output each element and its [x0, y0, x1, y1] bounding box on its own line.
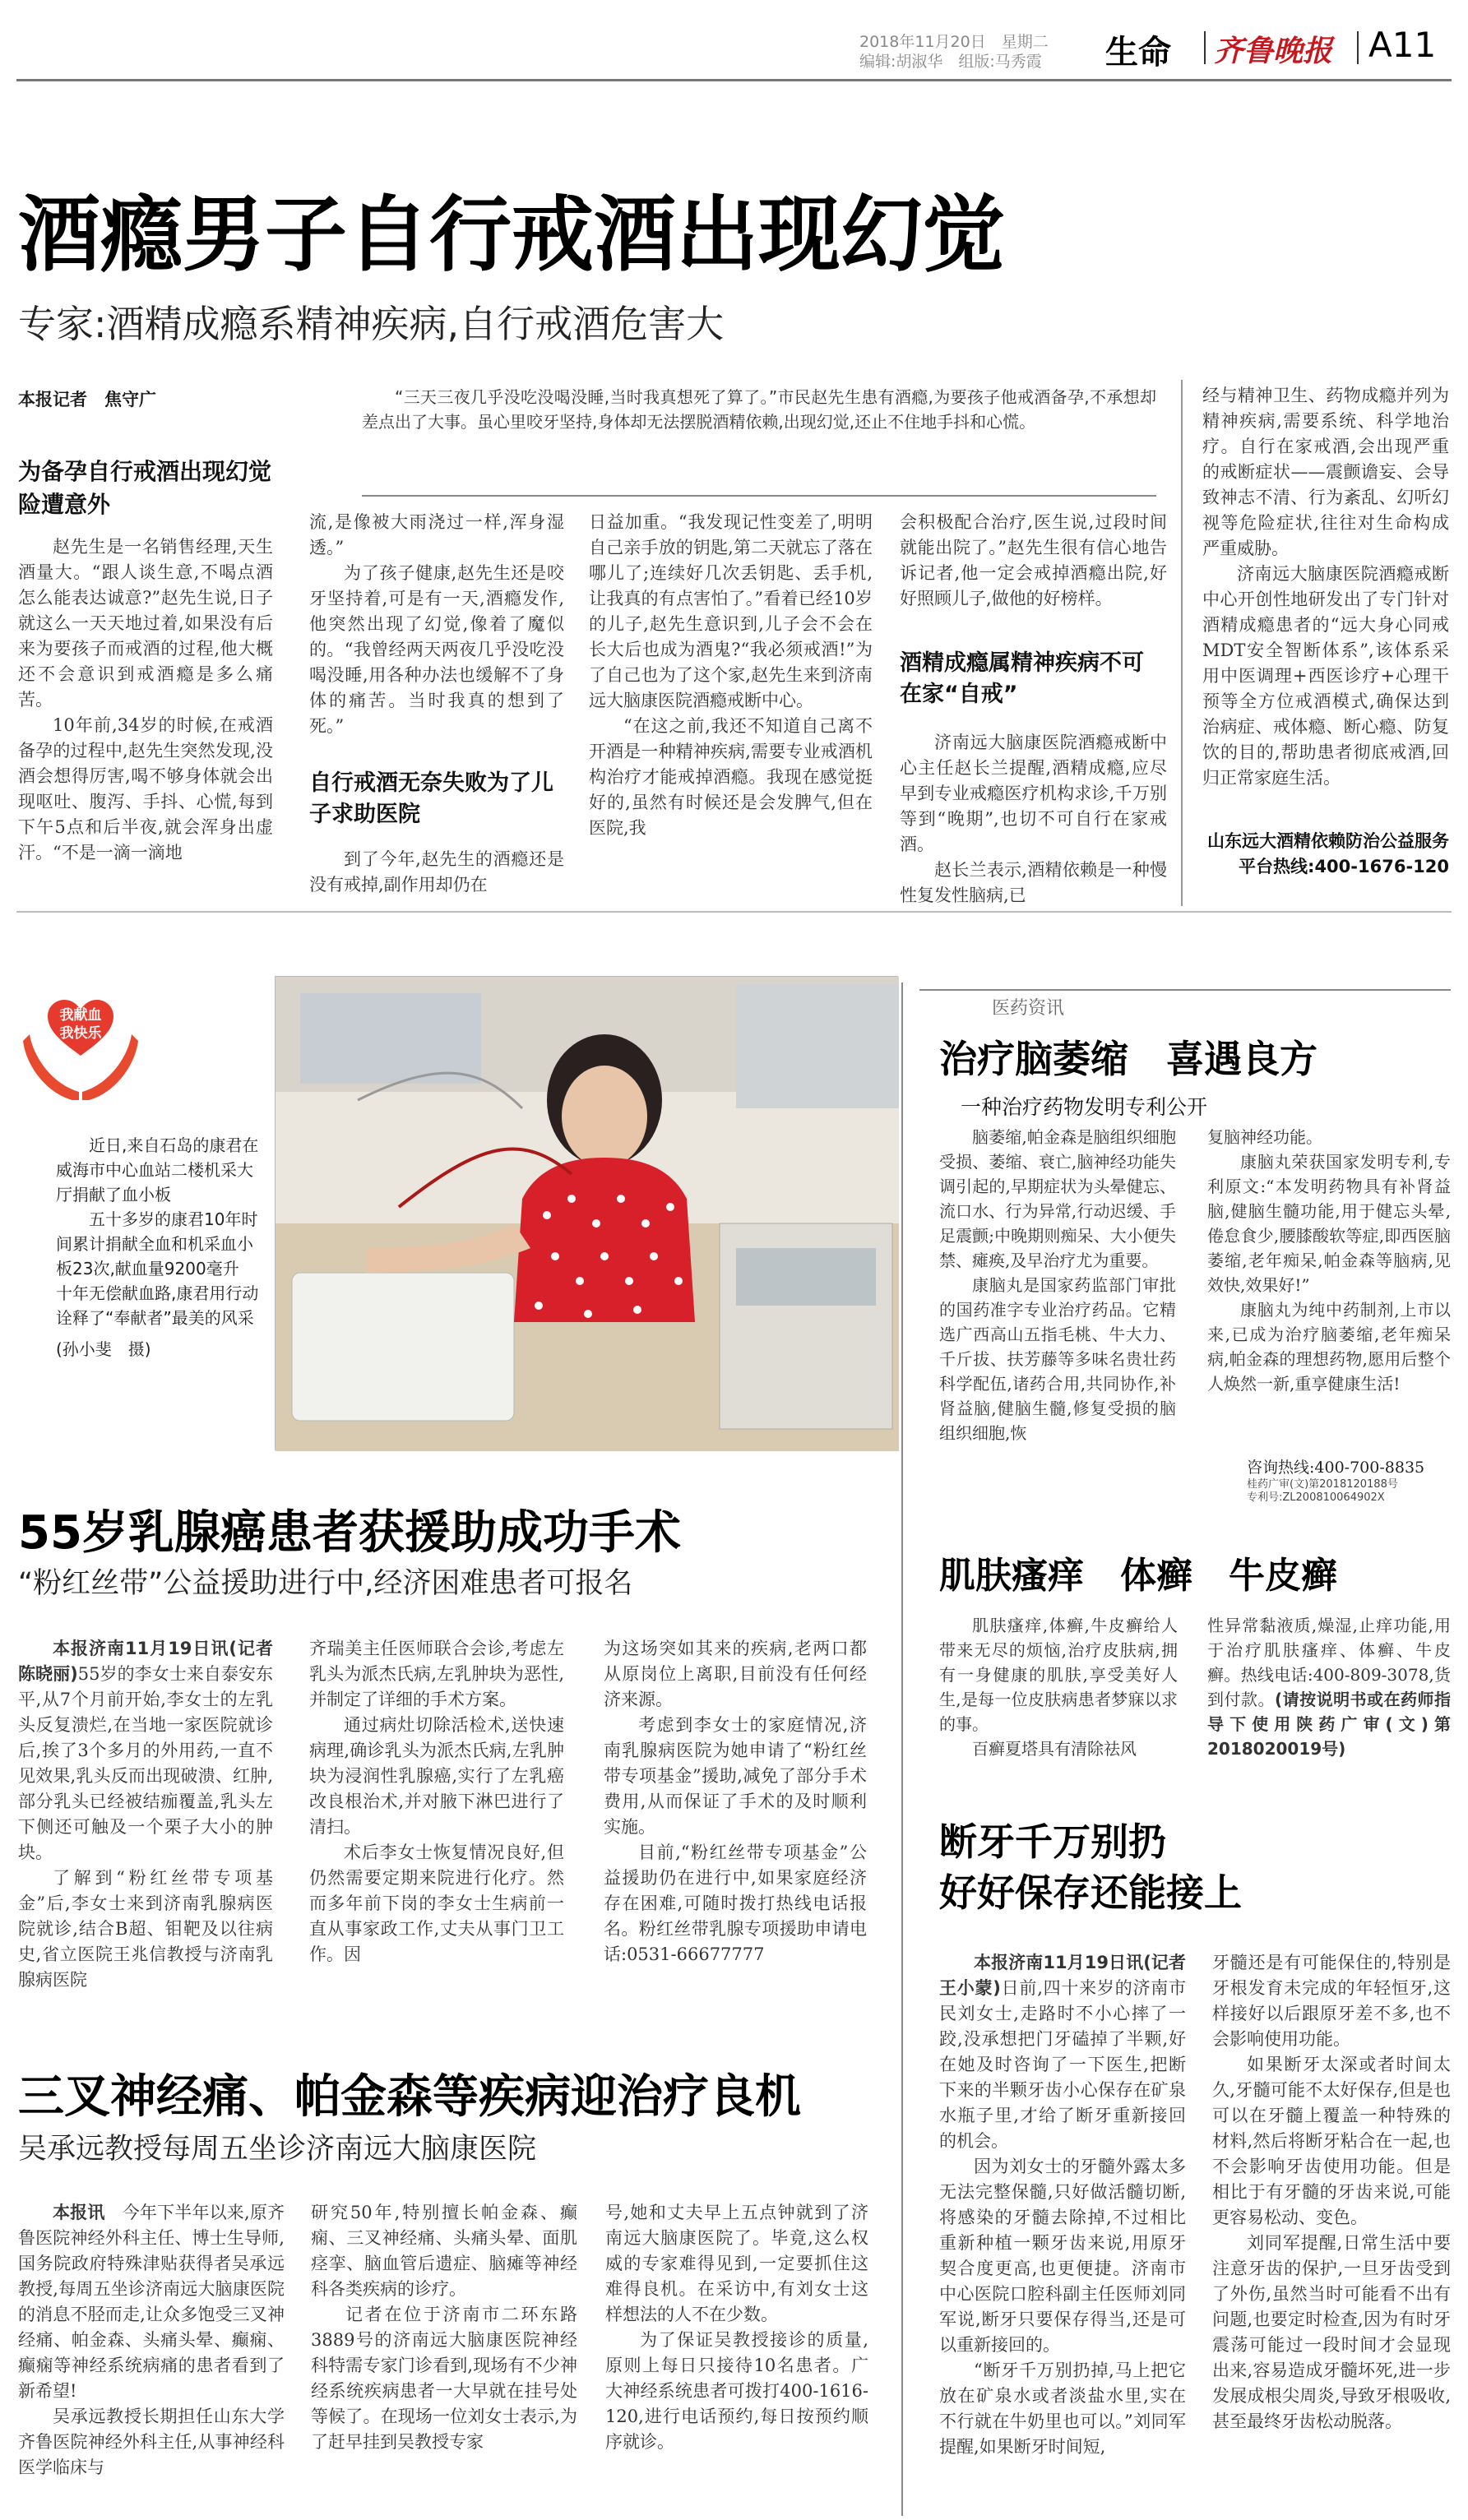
paragraph: 日益加重。“我发现记性变差了,明明自己亲手放的钥匙,第二天就忘了落在哪儿了;连续好几次丢钥匙、丢手机,让我真的有点害怕了。”看着已经10岁的儿子,赵先生意识到,儿子会不会在长大后也成为酒鬼?“我必须戒酒!”为了自己也为了这个家,赵先生来到济南远大脑康医院酒瘾戒断中心。 [589, 512, 873, 710]
skin-notice: (请按说明书或在药师指导下使用陕药广审(文)第2018020019号) [1207, 1690, 1452, 1759]
nerve-column-3 [605, 2200, 868, 2513]
paragraph: 赵长兰表示,酒精依赖是一种慢性复发性脑病,已 [900, 860, 1167, 905]
lead-reporter: 本报记者 焦守广 [18, 390, 156, 409]
lead-column-2a [309, 510, 564, 748]
paragraph: 会积极配合治疗,医生说,过段时间就能出院了。”赵先生很有信心地告诉记者,他一定会戒掉酒瘾出院,好好照顾儿子,做他的好榜样。 [900, 512, 1167, 608]
tooth-headline-line-1: 断牙千万别扔 [939, 1819, 1166, 1864]
nerve-byline: 本报讯 [53, 2203, 105, 2222]
paragraph: 康脑丸为纯中药制剂,上市以来,已成为治疗脑萎缩,老年痴呆病,帕金森的理想药物,愿用后整个人焕然一新,重享健康生活! [1207, 1300, 1451, 1394]
lead-sub3: 酒精成瘾属精神疾病不可在家“自戒” [900, 650, 1144, 707]
tooth-column-1 [939, 1950, 1203, 2511]
tooth-dateline: 本报济南11月19日讯(记者 王小蒙) [939, 1953, 1203, 1998]
lead-column-2b [309, 847, 564, 898]
lead-sub2: 自行戒酒无奈失败为了儿子求助医院 [309, 770, 553, 827]
lead-sub1: 为备孕自行戒酒出现幻觉险遭意外 [18, 458, 272, 518]
paragraph: 济南远大脑康医院酒瘾戒断中心开创性地研发出了专门针对酒精成瘾患者的“远大身心同戒MDT安全智断体系”,该体系采用中医调理+西医诊疗+心理干预等全方位戒酒模式,确保达到治病症、戒体瘾、断心瘾、防复饮的目的,帮助患者彻底戒酒,回归正常家庭生活。 [1202, 564, 1449, 788]
caption-paragraph: 五十多岁的康君10年时间累计捐献全血和机采血小板23次,献血量9200毫升 十年无偿献血路,康君用行动诠释了“奉献者”最美的风采 [56, 1209, 259, 1328]
paragraph: 百癣夏塔具有清除祛风 [972, 1739, 1137, 1759]
blood-caption [56, 1133, 260, 1362]
paragraph: 如果断牙太深或者时间太久,牙髓可能不太好保存,但是也可以在牙髓上覆盖一种特殊的材料,然后将断牙粘合在一起,也不会影响牙齿使用功能。但是相比于有牙髓的牙齿来说,可能更容易松动、变色。 [1212, 2055, 1451, 2227]
photo-credit: (孙小斐 摄) [56, 1339, 151, 1359]
nerve-headline: 三叉神经痛、帕金森等疾病迎治疗良机 [18, 2070, 801, 2124]
brand-logo: 齐鲁晚报 [1214, 34, 1333, 68]
skin-column-2 [1207, 1613, 1451, 1761]
brain-headline: 治疗脑萎缩 喜遇良方 [939, 1037, 1317, 1081]
paragraph: 康脑丸荣获国家发明专利,专利原文:“本发明药物具有补肾益脑,健脑生髓功能,用于健忘头晕,倦怠食少,腰膝酸软等症,即西医脑萎缩,老年痴呆,帕金森等脑病,见效快,效果好!” [1207, 1152, 1451, 1295]
masthead-divider-2 [1357, 31, 1359, 64]
lead-intro-quote: “三天三夜几乎没吃没喝没睡,当时我真想死了算了。”市民赵先生患有酒瘾,为要孩子他戒酒备孕,不承想却差点出了大事。虽心里咬牙坚持,身体却无法摆脱酒精依赖,出现幻觉,还止不住地手抖和心慌。 [362, 387, 1156, 432]
paragraph: 赵先生是一名销售经理,天生酒量大。“跟人谈生意,不喝点酒怎么能表达诚意?”赵先生说,日子就这么一天天地过着,如果没有后来为要孩子而戒酒的过程,他大概还不会意识到戒酒瘾是多么痛苦。 [18, 537, 273, 710]
paragraph-text: 今年下半年以来,原齐鲁医院神经外科主任、博士生导师,国务院政府特殊津贴获得者吴承远教授,每周五坐诊济南远大脑康医院的消息不胫而走,让众多饱受三叉神经痛、帕金森、头痛头晕、癫痫、癫痫等神经系统病痛的患者看到了新希望! [18, 2203, 285, 2401]
paragraph: 到了今年,赵先生的酒瘾还是没有戒掉,副作用却仍在 [309, 849, 564, 895]
paragraph [939, 1950, 1203, 2154]
lead-column-4b [900, 730, 1167, 905]
paragraph: 因为刘女士的牙髓外露太多无法完整保髓,只好做活髓切断,将感染的牙髓去除掉,不过相比重新种植一颗牙齿来说,用原牙契合度更高,也更便捷。济南市中心医院口腔科副主任医师刘同军说,断牙只要保存得当,还是可以重新接回的。 [939, 2157, 1186, 2355]
masthead [0, 0, 1468, 79]
paragraph: 流,是像被大雨浇过一样,浑身湿透。” [309, 512, 564, 557]
paragraph: 号,她和丈夫早上五点钟就到了济南远大脑康医院了。毕竟,这么权威的专家难得见到,一定要抓住这难得良机。在采访中,有刘女士这样想法的人不在少数。 [605, 2203, 868, 2324]
skin-column-1 [939, 1613, 1178, 1761]
breast-subhead: “粉红丝带”公益援助进行中,经济困难患者可报名 [18, 1567, 633, 1600]
tooth-column-2 [1212, 1950, 1451, 2511]
paragraph [18, 2200, 285, 2404]
paragraph [1207, 1613, 1451, 1761]
paragraph: 术后李女士恢复情况良好,但仍然需要定期来院进行化疗。然而多年前下岗的李女士生病前一直从事家政工作,丈夫从事门卫工作。因 [309, 1843, 564, 1964]
breast-column-2 [309, 1636, 564, 2001]
medical-info-label-box [919, 989, 1451, 1017]
paragraph: 复脑神经功能。 [1207, 1127, 1322, 1147]
paragraph: 牙髓还是有可能保住的,特别是牙根发育未完成的年轻恒牙,这样接好以后跟原牙差不多,也不会影响使用功能。 [1212, 1953, 1451, 2049]
paragraph: 了解到“粉红丝带专项基金”后,李女士来到济南乳腺病医院就诊,结合B超、钼靶及以往病史,省立医院王兆信教授与济南乳腺病医院 [18, 1868, 273, 1990]
brain-approval-2: 专利号:ZL200810064902X [1247, 1491, 1385, 1504]
paragraph: “断牙千万别扔掉,马上把它放在矿泉水或者淡盐水里,实在不行就在牛奶里也可以。”刘同军提醒,如果断牙时间短, [939, 2360, 1186, 2457]
column-divider [1181, 380, 1183, 906]
blood-donation-photo [275, 976, 898, 1450]
lead-sponsor: 山东远大酒精依赖防治公益服务平台热线:400-1676-120 [1207, 831, 1449, 876]
section-name: 生命 [1105, 34, 1171, 72]
paragraph: 吴承远教授长期担任山东大学齐鲁医院神经外科主任,从事神经科医学临床与 [18, 2407, 285, 2477]
column-divider [901, 983, 903, 2516]
editor-line: 编辑:胡淑华 组版:马秀霞 [859, 53, 1042, 71]
section-rule [16, 911, 1452, 913]
paragraph: 记者在位于济南市二环东路3889号的济南远大脑康医院神经科特需专家门诊看到,现场有不少神经系统疾病患者一大早就在挂号处等候了。在现场一位刘女士表示,为了赶早挂到吴教授专家 [311, 2305, 577, 2452]
paragraph: 为了孩子健康,赵先生还是咬牙坚持着,可是有一天,酒瘾发作,他突然出现了幻觉,像着了魔似的。“我曾经两天两夜几乎没吃没喝没睡,用各种办法也缓解不了身体的痛苦。当时我真的想到了死。” [309, 563, 564, 736]
brain-column-2 [1207, 1125, 1451, 1455]
page-number: A11 [1368, 25, 1437, 65]
paragraph: 研究50年,特别擅长帕金森、癫痫、三叉神经痛、头痛头晕、面肌痉挛、脑血管后遗症、脑瘫等神经科各类疾病的诊疗。 [311, 2203, 577, 2299]
lead-column-5 [1202, 383, 1449, 827]
nerve-subhead: 吴承远教授每周五坐诊济南远大脑康医院 [18, 2133, 537, 2166]
lead-subhead: 专家:酒精成瘾系精神疾病,自行戒酒危害大 [18, 302, 725, 346]
paragraph: 目前,“粉红丝带专项基金”公益援助仍在进行中,如果家庭经济存在困难,可随时拨打热线电话报名。粉红丝带乳腺专项援助申请电话:0531-66677777 [604, 1843, 867, 1964]
donor-photo-illustration [276, 977, 899, 1451]
paragraph: 考虑到李女士的家庭情况,济南乳腺病医院为她申请了“粉红丝带专项基金”援助,减免了部分手术费用,从而保证了手术的及时顺利实施。 [604, 1715, 867, 1837]
masthead-rule [16, 79, 1452, 81]
breast-column-1 [18, 1636, 290, 2001]
paragraph: 齐瑞美主任医师联合会诊,考虑左乳头为派杰氏病,左乳肿块为恶性,并制定了详细的手术方案。 [309, 1639, 564, 1709]
paragraph: 为了保证吴教授接诊的质量,原则上每日只接待10名患者。广大神经系统患者可拨打400-1616-120,进行电话预约,每日按预约顺序就诊。 [605, 2330, 868, 2452]
paragraph: 刘同军提醒,日常生活中要注意牙齿的保护,一旦牙齿受到了外伤,虽然当时可能看不出有问题,也要定时检查,因为有时牙震荡可能过一段时间才会显现出来,容易造成牙髓坏死,进一步发展成根尖周炎,导致牙根吸收,甚至最终牙齿松动脱落。 [1212, 2233, 1451, 2431]
breast-headline: 55岁乳腺癌患者获援助成功手术 [18, 1506, 681, 1560]
breast-dateline: 本报济南11月19日讯(记者 陈晓丽) [18, 1639, 290, 1684]
paragraph-text: 性异常黏液质,燥湿,止痒功能,用于治疗肌肤瘙痒、体癣、牛皮癣。热线电话:400-809-3078,货到付款。 [1207, 1616, 1451, 1709]
brain-subhead: 一种治疗药物发明专利公开 [961, 1095, 1208, 1119]
nerve-column-2 [311, 2200, 577, 2513]
paragraph [18, 1636, 290, 1866]
nerve-column-1 [18, 2200, 285, 2513]
paragraph: “在这之前,我还不知道自己离不开酒是一种精神疾病,需要专业戒酒机构治疗才能戒掉酒瘾。我现在感觉挺好的,虽然有时候还是会发脾气,但在医院,我 [589, 716, 873, 838]
heart-hands-icon [15, 977, 146, 1108]
paragraph: 通过病灶切除活检术,送快速病理,确诊乳头为派杰氏病,左乳肿块为浸润性乳腺癌,实行了左乳癌改良根治术,并对腋下淋巴进行了清扫。 [309, 1715, 564, 1837]
medical-info-label: 医药资讯 [985, 994, 1071, 1020]
blood-badge [15, 977, 146, 1108]
paragraph: 为这场突如其来的疾病,老两口都从原岗位上离职,目前没有任何经济来源。 [604, 1639, 867, 1709]
paragraph: 康脑丸是国家药监部门审批的国药准字专业治疗药品。它精选广西高山五指毛桃、牛大力、千斤拔、扶芳藤等多味名贵壮药科学配伍,诸药合用,共同协作,补肾益脑,健脑生髓,修复受损的脑组织细胞,恢 [939, 1275, 1176, 1443]
brain-column-1 [939, 1125, 1176, 1496]
paragraph: 经与精神卫生、药物成瘾并列为精神疾病,需要系统、科学地治疗。自行在家戒酒,会出现严重的戒断症状——震颤谵妄、会导致神志不清、行为紊乱、幻听幻视等危险症状,往往对生命构成严重威胁。 [1202, 386, 1449, 558]
date-line: 2018年11月20日 星期二 [859, 33, 1049, 51]
lead-headline: 酒瘾男子自行戒酒出现幻觉 [18, 187, 1005, 283]
masthead-divider [1204, 31, 1206, 64]
skin-headline: 肌肤瘙痒 体癣 牛皮癣 [939, 1555, 1337, 1597]
breast-column-3 [604, 1636, 867, 2001]
lead-column-4a [900, 510, 1167, 637]
paragraph: 脑萎缩,帕金森是脑组织细胞受损、萎缩、衰亡,脑神经功能失调引起的,早期症状为头晕健忘、流口水、行为异常,行动迟缓、手足震颤;中晚期则痴呆、大小便失禁、瘫痪,及早治疗尤为重要。 [939, 1127, 1176, 1270]
paragraph: 肌肤瘙痒,体癣,牛皮癣给人带来无尽的烦恼,治疗皮肤病,拥有一身健康的肌肤,享受美好人生,是每一位皮肤病患者梦寐以求的事。 [939, 1616, 1178, 1734]
paragraph-text: 日前,四十来岁的济南市民刘女士,走路时不小心摔了一跤,没承想把门牙磕掉了半颗,好在她及时咨询了一下医生,把断下来的半颗牙齿小心保存在矿泉水瓶子里,才给了断牙重新接回的机会。 [939, 1978, 1186, 2151]
lead-column-1 [18, 534, 273, 890]
paragraph: 10年前,34岁的时候,在戒酒备孕的过程中,赵先生突然发现,没酒会想得厉害,喝不够身体就会出现呕吐、腹泻、手抖、心慌,每到下午5点和后半夜,就会浑身出虚汗。“不是一滴一滴地 [18, 715, 273, 862]
badge-line-2: 我快乐 [59, 1025, 102, 1042]
paragraph-text: 55岁的李女士来自泰安东平,从7个月前开始,李女士的左乳头反复溃烂,在当地一家医院就诊后,挨了3个多月的外用药,一直不见效果,乳头反而出现破溃、红肿,部分乳头已经被结痂覆盖,乳头左下侧还可触及一个栗子大小的肿块。 [18, 1664, 273, 1862]
badge-line-1: 我献血 [59, 1007, 102, 1024]
tooth-headline-line-2: 好好保存还能接上 [939, 1870, 1242, 1915]
lead-column-3 [589, 510, 873, 898]
lead-intro-rule [362, 495, 1156, 497]
brain-approval-1: 桂药广审(文)第2018120188号 [1247, 1478, 1398, 1491]
paragraph: 济南远大脑康医院酒瘾戒断中心主任赵长兰提醒,酒精成瘾,应尽早到专业戒瘾医疗机构求诊,千万别等到“晚期”,也切不可自行在家戒酒。 [900, 733, 1167, 854]
caption-paragraph: 近日,来自石岛的康君在威海市中心血站二楼机采大厅捐献了血小板 [56, 1135, 259, 1205]
brain-hotline: 咨询热线:400-700-8835 [1247, 1459, 1425, 1477]
